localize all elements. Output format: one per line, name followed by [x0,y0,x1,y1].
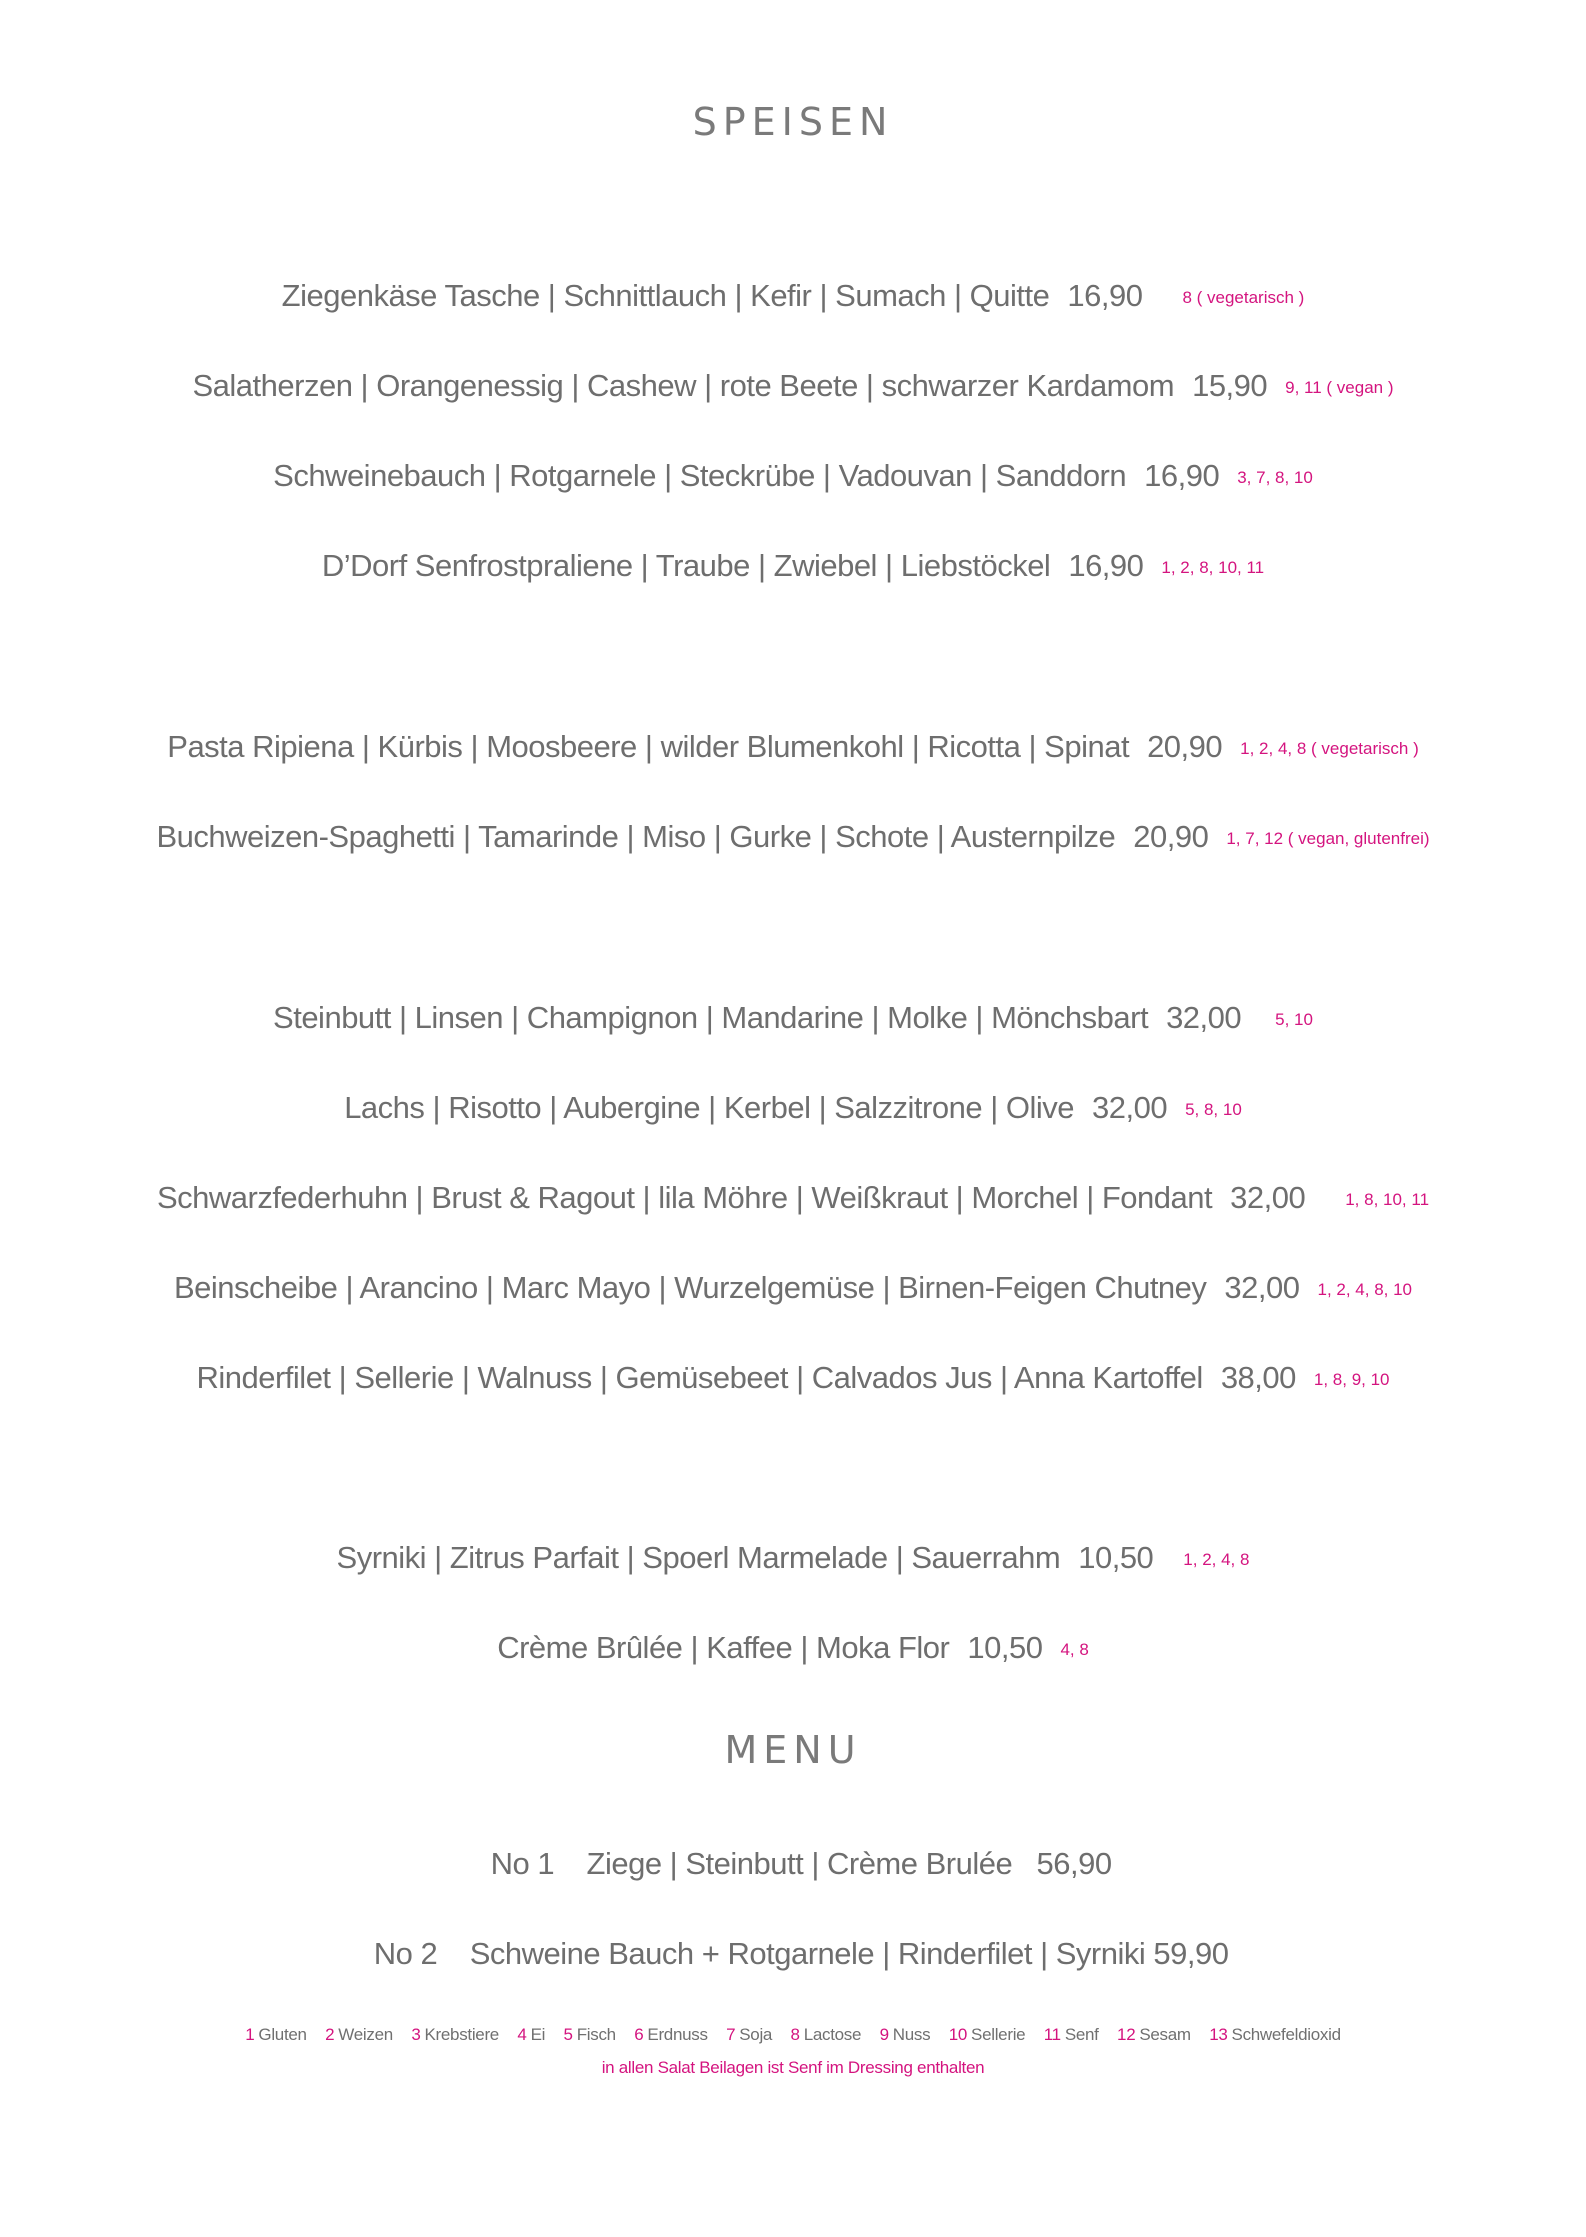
dish-name: Lachs | Risotto | Aubergine | Kerbel | Salzzitrone | Olive [344,1090,1074,1125]
dish-allergens: 3, 7, 8, 10 [1237,468,1313,487]
legend-number: 10 [948,2025,968,2044]
legend-label: Ei [530,2025,546,2044]
dish-line [0,1360,1586,1396]
dish-line [0,729,1586,765]
section-title-speisen: SPEISEN [692,100,894,144]
legend-number: 1 [245,2025,255,2044]
legend-label: Fisch [576,2025,616,2044]
legend-item [245,2025,306,2044]
dish-allergens: 1, 2, 8, 10, 11 [1161,558,1265,577]
legend-item [1044,2025,1099,2044]
legend-number: 5 [563,2025,573,2044]
dish-line [0,1630,1586,1666]
dish-price: 38,00 [1220,1360,1296,1395]
dish-line [0,278,1586,314]
dish-allergens: 1, 2, 4, 8, 10 [1317,1280,1413,1299]
dish-name: Schwarzfederhuhn | Brust & Ragout | lila Möhre | Weißkraut | Morchel | Fondant [156,1180,1213,1215]
dish-price: 20,90 [1133,819,1209,854]
legend-label: Weizen [338,2025,393,2044]
legend-label: Schwefeldioxid [1231,2025,1341,2044]
dish-allergens: 1, 2, 4, 8 [1183,1550,1250,1569]
dish-name: Steinbutt | Linsen | Champignon | Mandarine | Molke | Mönchsbart [273,1000,1149,1035]
menu-text: No 1 Ziege | Steinbutt | Crème Brulée 56,90 [490,1846,1112,1881]
legend-number: 11 [1043,2025,1061,2044]
menu-text: No 2 Schweine Bauch + Rotgarnele | Rinderfilet | Syrniki 59,90 [373,1936,1229,1971]
legend-label: Krebstiere [424,2025,499,2044]
dish-name: Syrniki | Zitrus Parfait | Spoerl Marmelade | Sauerrahm [336,1540,1061,1575]
legend-number: 2 [325,2025,335,2044]
legend-label: Senf [1064,2025,1099,2044]
dish-allergens: 4, 8 [1060,1640,1089,1659]
dish-name: D’Dorf Senfrostpraliene | Traube | Zwiebel | Liebstöckel [321,548,1051,583]
section-title-menu: MENU [724,1728,862,1772]
legend-label: Sellerie [971,2025,1026,2044]
legend-number: 9 [879,2025,889,2044]
legend-item [880,2025,931,2044]
legend-label: Erdnuss [647,2025,708,2044]
legend-item [634,2025,707,2044]
dish-price: 32,00 [1230,1180,1306,1215]
legend-number: 8 [790,2025,800,2044]
dish-line [0,1090,1586,1126]
dish-price: 16,90 [1144,458,1220,493]
dish-allergens: 1, 7, 12 ( vegan, glutenfrei) [1226,829,1430,848]
legend-number: 3 [411,2025,421,2044]
legend-number: 13 [1209,2025,1228,2044]
dish-name: Schweinebauch | Rotgarnele | Steckrübe | Vadouvan | Sanddorn [273,458,1127,493]
dish-price: 15,90 [1192,368,1268,403]
legend-number: 12 [1117,2025,1136,2044]
menu-line [0,1900,1586,1972]
dish-line [0,1540,1586,1576]
dish-price: 16,90 [1067,278,1143,313]
legend-label: Sesam [1139,2025,1191,2044]
legend-item [1117,2025,1191,2044]
dish-name: Beinscheibe | Arancino | Marc Mayo | Wurzelgemüse | Birnen-Feigen Chutney [173,1270,1207,1305]
dish-line [0,548,1586,584]
dish-name: Ziegenkäse Tasche | Schnittlauch | Kefir | Sumach | Quitte [281,278,1050,313]
legend-number: 7 [726,2025,736,2044]
legend-number: 4 [517,2025,527,2044]
dish-allergens: 1, 8, 10, 11 [1345,1190,1430,1209]
legend-item [564,2025,616,2044]
dish-allergens: 5, 10 [1275,1010,1313,1029]
dish-price: 10,50 [967,1630,1043,1665]
dish-name: Salatherzen | Orangenessig | Cashew | rote Beete | schwarzer Kardamom [192,368,1175,403]
legend-number: 6 [634,2025,644,2044]
dish-line [0,819,1586,855]
dish-price: 32,00 [1224,1270,1300,1305]
legend-item [726,2025,772,2044]
allergen-legend [0,2025,1586,2045]
dish-price: 32,00 [1166,1000,1242,1035]
legend-item [791,2025,862,2044]
dish-name: Buchweizen-Spaghetti | Tamarinde | Miso | Gurke | Schote | Austernpilze [156,819,1116,854]
legend-label: Gluten [258,2025,307,2044]
legend-item [411,2025,499,2044]
dish-allergens: 5, 8, 10 [1185,1100,1242,1119]
dish-line [0,1270,1586,1306]
dish-name: Rinderfilet | Sellerie | Walnuss | Gemüsebeet | Calvados Jus | Anna Kartoffel [196,1360,1203,1395]
legend-item [517,2025,545,2044]
dish-allergens: 9, 11 ( vegan ) [1285,378,1394,397]
dish-line [0,458,1586,494]
menu-line [0,1810,1586,1882]
legend-label: Nuss [892,2025,931,2044]
dish-price: 20,90 [1147,729,1223,764]
dish-line [0,1180,1586,1216]
dish-price: 16,90 [1068,548,1144,583]
legend-item [325,2025,393,2044]
dish-line [0,1000,1586,1036]
dish-price: 32,00 [1092,1090,1168,1125]
legend-note: in allen Salat Beilagen ist Senf im Dressing enthalten [601,2058,985,2077]
dish-price: 10,50 [1078,1540,1154,1575]
dish-name: Pasta Ripiena | Kürbis | Moosbeere | wilder Blumenkohl | Ricotta | Spinat [167,729,1130,764]
dish-line [0,368,1586,404]
dish-allergens: 1, 8, 9, 10 [1313,1370,1390,1389]
legend-item [949,2025,1026,2044]
dish-allergens: 8 ( vegetarisch ) [1182,288,1305,307]
dish-allergens: 1, 2, 4, 8 ( vegetarisch ) [1240,739,1419,758]
legend-label: Soja [739,2025,773,2044]
legend-label: Lactose [803,2025,862,2044]
dish-name: Crème Brûlée | Kaffee | Moka Flor [497,1630,950,1665]
legend-item [1209,2025,1341,2044]
